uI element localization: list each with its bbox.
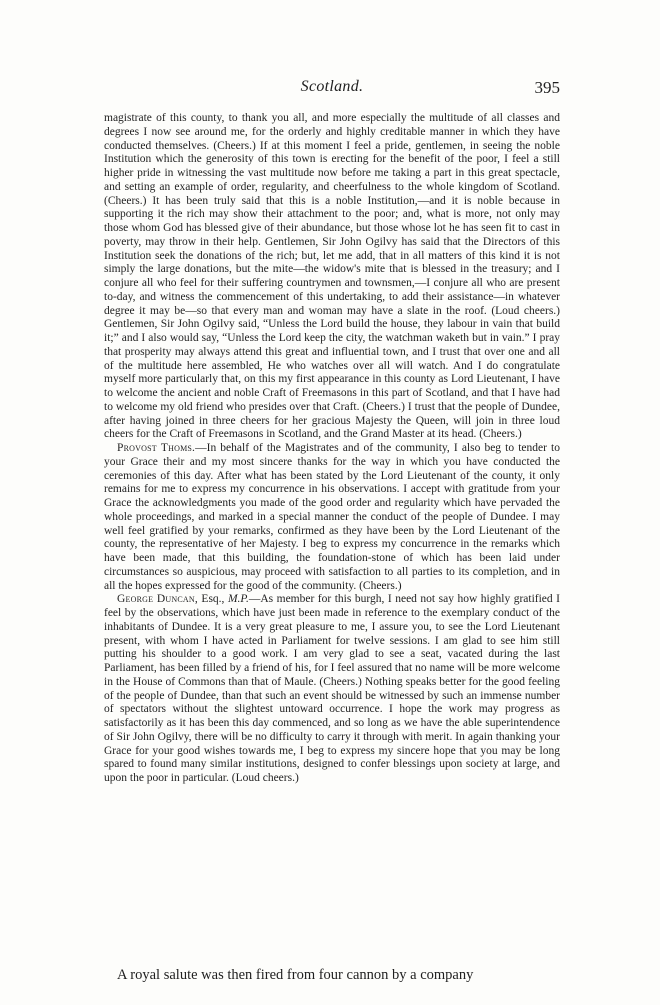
paragraph-george-duncan <box>104 593 560 786</box>
body-text <box>104 112 560 786</box>
speaker-name: Provost Thoms. <box>117 442 196 454</box>
page-number: 395 <box>534 78 560 97</box>
running-title: Scotland. <box>300 78 364 95</box>
speech-text: —In behalf of the Magistrates and of the community, I also beg to tender to your Grace their and my most sincere thanks for the way in which you have conducted the ceremonies of this day. After what has been stated by the Lord Lieutenant of the county, it only remains for me to express my concurrence in his observations. I accept with gratitude from your Grace the acknowledgments you made of the good order and regularity which have pervaded the whole proceedings, and marked in a special manner the conduct of the people of Dundee. I may well feel gratified by your remarks, confirmed as they have been by the Lord Lieutenant of the county, the representative of her Majesty. I beg to express my concurrence in the remarks which have been made, that this building, the foundation-stone of which has been laid under circumstances so auspicious, may proceed with satisfaction to all parties to its completion, and in all the hopes expressed for the good of the community. (Cheers.) <box>104 442 560 592</box>
speaker-suffix: Esq., <box>197 593 228 606</box>
speech-text: —As member for this burgh, I need not say how highly gratified I feel by the observations, which have just been made in reference to the exemplary conduct of the inhabitants of Dundee. It is a very great pleasure to me, I assure you, to see the Lord Lieutenant present, with whom I have acted in Parliament for twelve sessions. I am glad to see him still putting his shoulder to a good work. I am very glad to see a seat, vacated during the last Parliament, has been filled by a friend of his, for I feel assured that no name will be more welcome in the House of Commons than that of Maule. (Cheers.) Nothing speaks better for the good feeling of the people of Dundee, than that such an event should be witnessed by such an immense number of spectators without the slightest untoward occurrence. I hope the work may progress as satisfactorily as it has been this day commenced, and so long as we have the able superintendence of Sir John Ogilvy, there will be no difficulty to carry it through with merit. In again thanking your Grace for your good wishes towards me, I beg to express my sincere hope that you may be long spared to found many similar institutions, designed to confer blessings upon society at large, and upon the poor in particular. (Loud cheers.) <box>104 593 560 784</box>
paragraph-provost-thoms <box>104 442 560 593</box>
closing-line: A royal salute was then fired from four cannon by a company <box>117 967 474 983</box>
speaker-name: George Duncan, <box>117 593 198 606</box>
page-header <box>104 78 560 104</box>
speaker-title: M.P. <box>227 593 249 606</box>
paragraph-lord-lieutenant-speech: magistrate of this county, to thank you all, and more especially the multitude of all classes and degrees I now see around me, for the orderly and highly creditable manner in which they have conducted themselves. (Cheers.) If at this moment I feel a pride, gentlemen, in seeing the noble Institution which the generosity of this town is erecting for the benefit of the poor, I feel a still higher pride in witnessing the vast multitude now before me taking a part in this great spectacle, and setting an example of order, regularity, and cheerfulness to the whole kingdom of Scotland. (Cheers.) It has been truly said that this is a noble Institution,—and it is noble because in supporting it the rich may show their attachment to the poor; and, what is more, not only may those whom God has blessed give of their abundance, but those whose lot he has seen fit to cast in poverty, may throw in their help. Gentlemen, Sir John Ogilvy has said that the Directors of this Institution seek the donations of the rich; but, let me add, that in all matters of this kind it is not simply the large donations, but the mite—the widow's mite that is blessed in the treasury; and I conjure all who feel for their suffering countrymen and townsmen,—I conjure all who are present to-day, and witness the commencement of this undertaking, to add their assistance—in whatever degree it may be—so that every man and woman may have a slate in the roof. (Loud cheers.) Gentlemen, Sir John Ogilvy said, “Unless the Lord build the house, they labour in vain that build it;” and I also would say, “Unless the Lord keep the city, the watchman waketh but in vain.” I pray that prosperity may always attend this great and influential town, and I trust that over one and all of the multitude here assembled, He who watches over all will watch. And I do congratulate myself more particularly that, on this my first appearance in this county as Lord Lieutenant, I have to welcome the ancient and noble Craft of Freemasons in this part of Scotland, and that I have had to welcome my old friend who presides over that Craft. (Cheers.) I trust that the people of Dundee, after having joined in three cheers for her gracious Majesty the Queen, will join in three loud cheers for the Craft of Freemasons in Scotland, and the Grand Master at its head. (Cheers.) <box>104 112 560 441</box>
